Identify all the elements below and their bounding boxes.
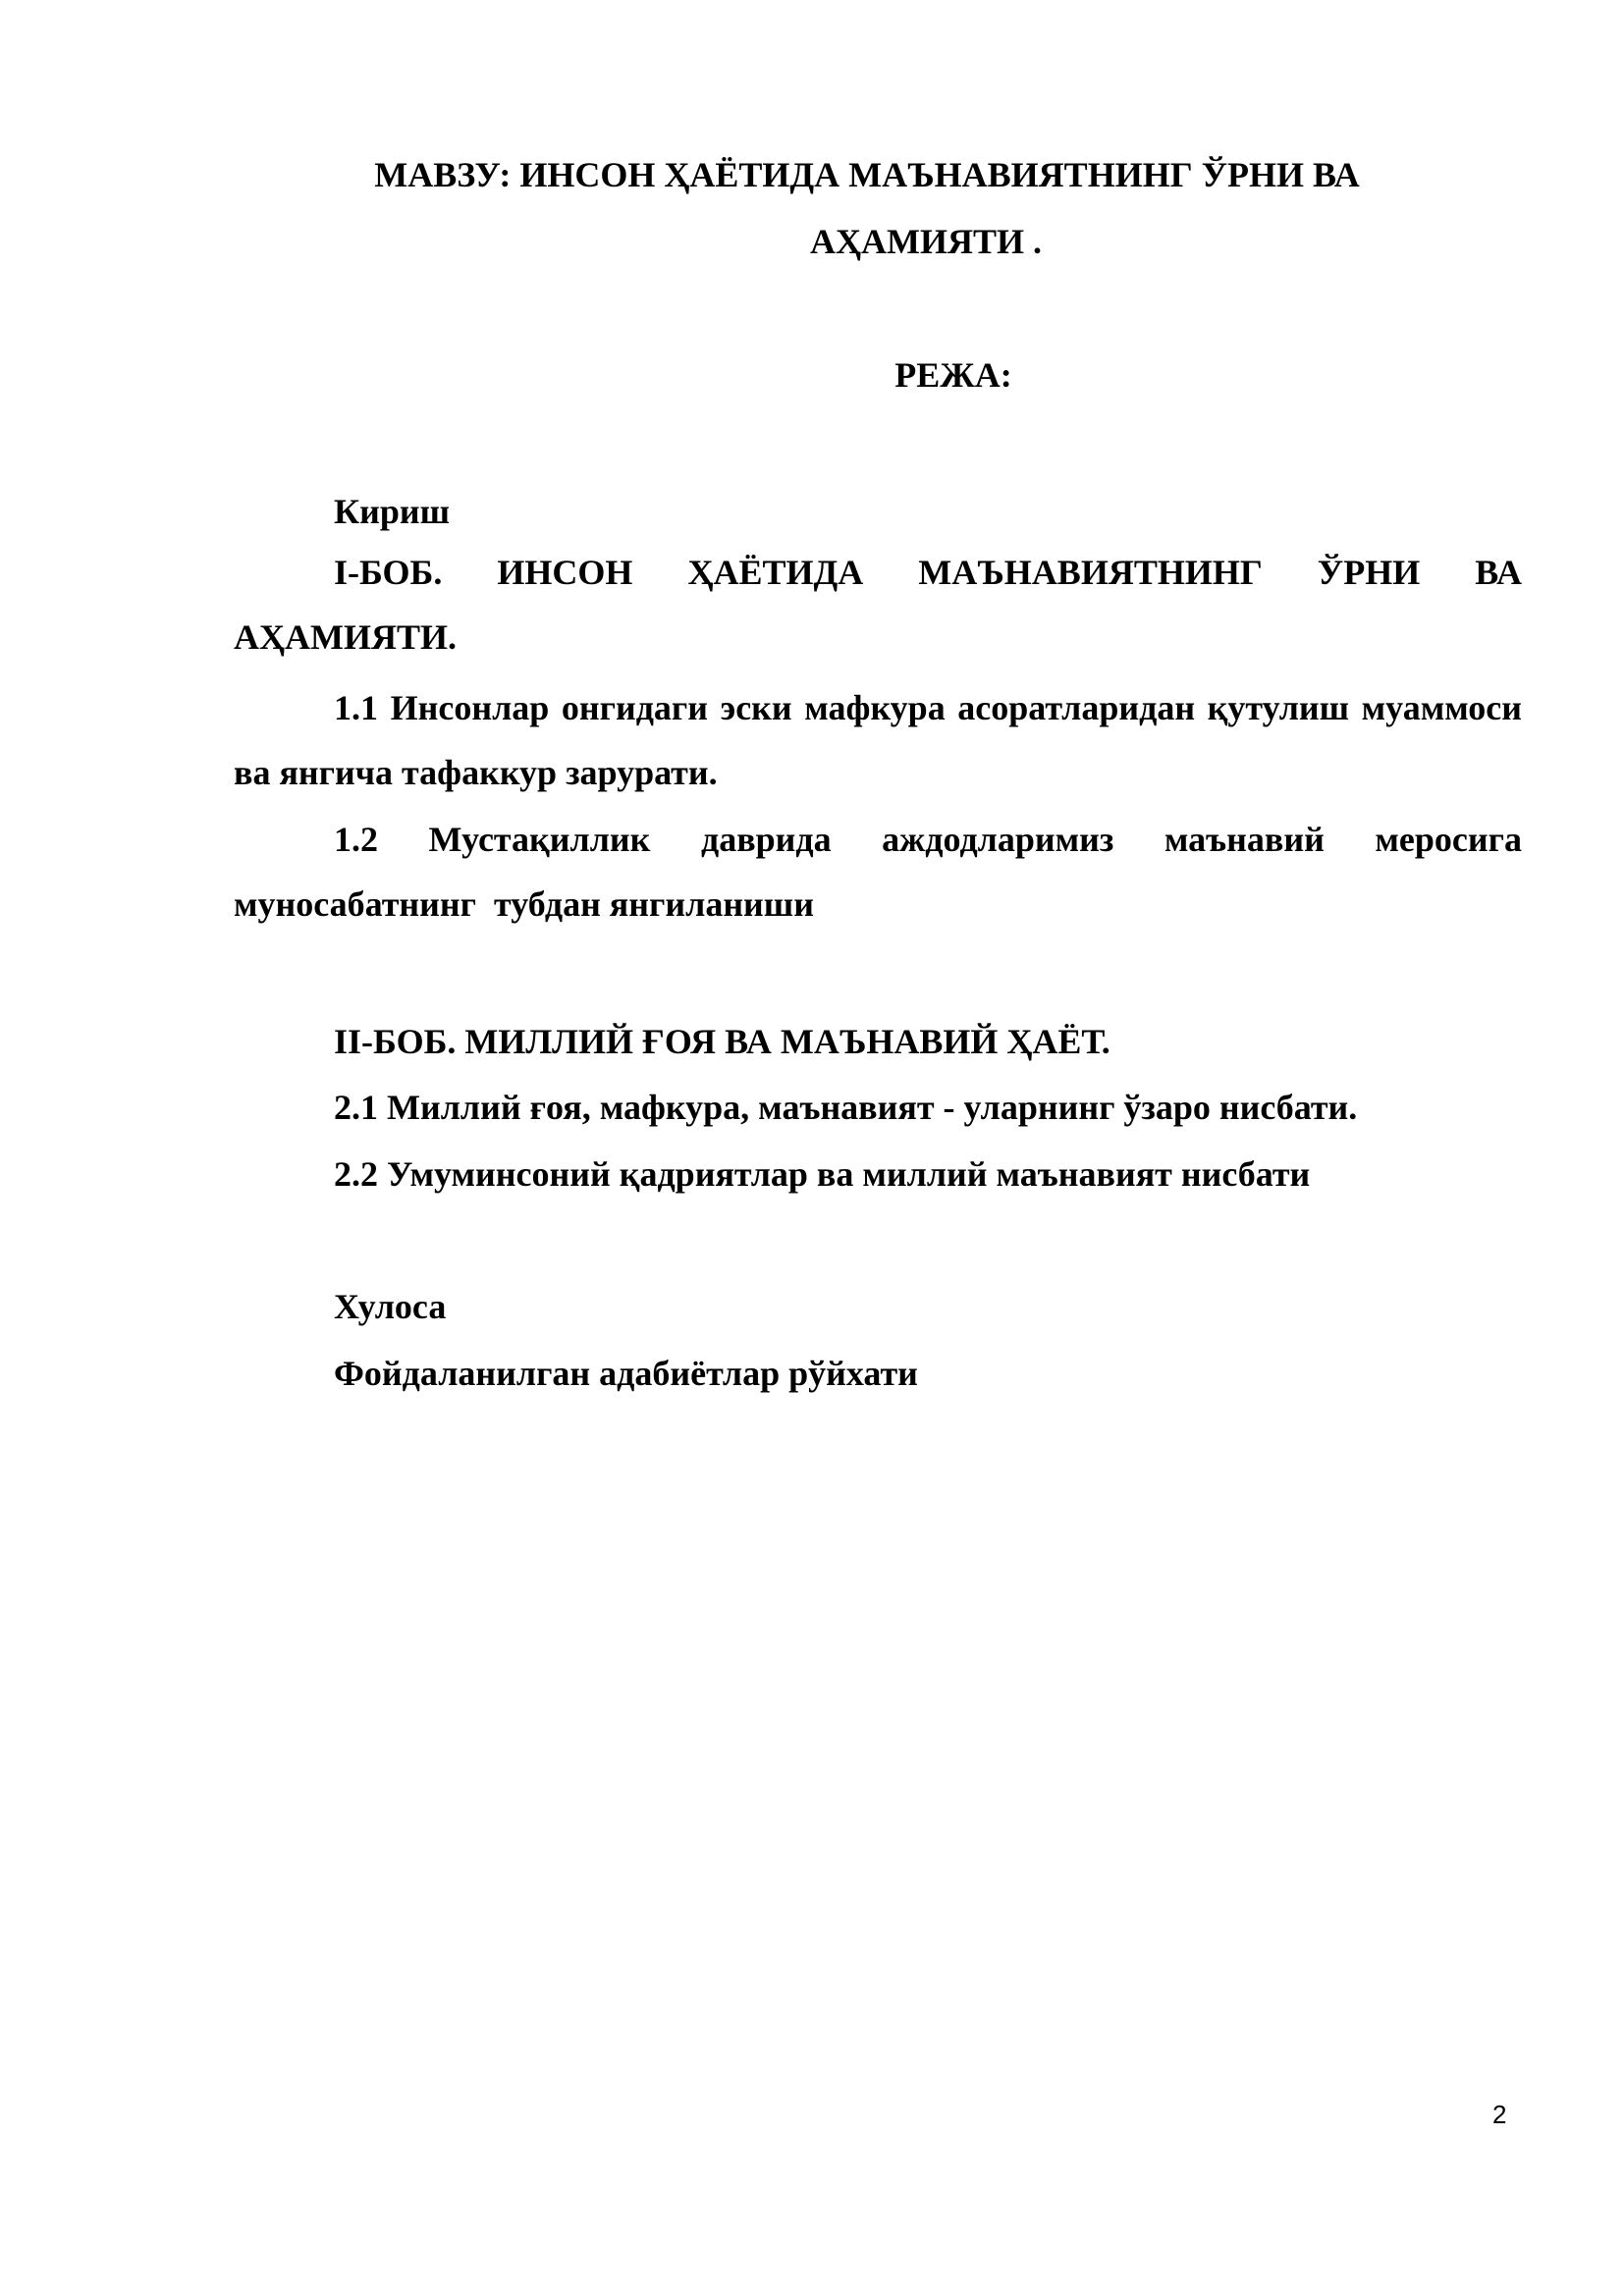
page-number: 2	[1492, 2100, 1507, 2129]
toc-section-1-2-part-2: тубдан янгиланиши	[494, 884, 814, 924]
plan-heading: РЕЖА:	[894, 355, 1012, 395]
toc-chapter-2: II-БОБ. МИЛЛИЙ ҒОЯ ВА МАЪНАВИЙ ҲАЁТ.	[334, 1022, 1110, 1061]
toc-item-references: Фойдаланилган адабиётлар рўйхати	[334, 1354, 918, 1393]
toc-section-2-1: 2.1 Миллий ғоя, мафкура, маънавият - уларнинг ўзаро нисбати.	[334, 1088, 1358, 1127]
toc-item-conclusion: Хулоса	[334, 1287, 447, 1326]
toc-chapter-1: I-БОБ. ИНСОН ҲАЁТИДА МАЪНАВИЯТНИНГ ЎРНИ ВА АҲАМИЯТИ.	[234, 553, 1522, 657]
toc-section-1-2-part-1: 1.2 Мустақиллик даврида аждодларимиз маънавий меросига муносабатнинг	[234, 820, 1522, 924]
toc-item-intro: Кириш	[334, 492, 451, 531]
toc-section-1-1: 1.1 Инсонлар онгидаги эски мафкура асоратларидан қутулиш муаммоси ва янгича тафаккур зарурати.	[234, 688, 1522, 792]
toc-section-2-2: 2.2 Умуминсоний қадриятлар ва миллий маънавият нисбати	[334, 1154, 1311, 1194]
document-title-line-1: МАВЗУ: ИНСОН ҲАЁТИДА МАЪНАВИЯТНИНГ ЎРНИ ВА	[374, 155, 1360, 194]
document-title-line-2: АҲАМИЯТИ .	[810, 222, 1042, 261]
toc-section-1-2	[234, 807, 1522, 936]
